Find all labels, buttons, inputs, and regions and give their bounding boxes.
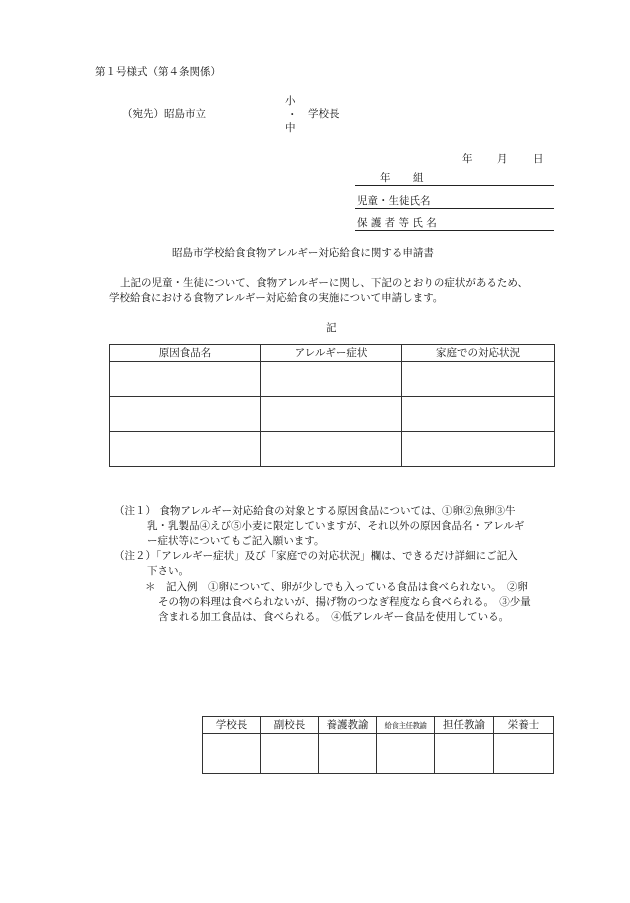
header-principal: 学校長 bbox=[203, 717, 261, 734]
header-symptoms: アレルギー症状 bbox=[261, 345, 402, 362]
school-type-junior-high: 中 bbox=[285, 122, 296, 134]
header-cause-food: 原因食品名 bbox=[110, 345, 261, 362]
symptoms-cell[interactable] bbox=[261, 397, 402, 432]
addressee-prefix: （宛先）昭島市立 bbox=[122, 108, 206, 120]
note-2-line-2: 下さい。 bbox=[147, 565, 189, 577]
note-1-line-1: （注１） 食物アレルギー対応給食の対象とする原因食品については、①卵②魚卵③牛 bbox=[114, 505, 516, 517]
table-row bbox=[110, 397, 555, 432]
date-year: 年 bbox=[462, 153, 473, 165]
guardian-name-line bbox=[355, 230, 554, 231]
staff-table-header bbox=[203, 717, 554, 734]
home-response-cell[interactable] bbox=[402, 397, 555, 432]
symptoms-cell[interactable] bbox=[261, 432, 402, 467]
grade-label: 年 bbox=[380, 172, 391, 184]
header-home-response: 家庭での対応状況 bbox=[402, 345, 555, 362]
header-lunch-chief: 給食主任教諭 bbox=[377, 717, 435, 734]
staff-seal-row bbox=[203, 734, 554, 774]
principal-seal-cell[interactable] bbox=[203, 734, 261, 774]
school-type-separator: ・ bbox=[287, 109, 298, 121]
student-name-label: 児童・生徒氏名 bbox=[357, 195, 431, 207]
guardian-name-label: 保 護 者 等 氏 名 bbox=[357, 217, 437, 229]
cause-food-cell[interactable] bbox=[110, 362, 261, 397]
student-name-line bbox=[355, 208, 554, 209]
class-label: 組 bbox=[413, 172, 424, 184]
school-type-elementary: 小 bbox=[285, 95, 296, 107]
cause-food-cell[interactable] bbox=[110, 432, 261, 467]
example-line-2: その物の料理は食べられないが、揚げ物のつなぎ程度なら食べられる。 ③少量 bbox=[158, 596, 531, 608]
lunch-chief-seal-cell[interactable] bbox=[377, 734, 435, 774]
note-1-line-2: 乳・乳製品④えび⑤小麦に限定していますが、それ以外の原因食品名・アレルギ bbox=[147, 520, 525, 532]
header-school-nurse: 養護教諭 bbox=[319, 717, 377, 734]
header-nutritionist: 栄養士 bbox=[494, 717, 554, 734]
ki-heading: 記 bbox=[326, 322, 337, 334]
cause-food-cell[interactable] bbox=[110, 397, 261, 432]
nutritionist-seal-cell[interactable] bbox=[494, 734, 554, 774]
date-month: 月 bbox=[497, 153, 508, 165]
table-row bbox=[110, 432, 555, 467]
note-2-line-1: （注２）「アレルギー症状」及び「家庭での対応状況」欄は、できるだけ詳細にご記入 bbox=[114, 550, 518, 562]
form-number: 第１号様式（第４条関係） bbox=[95, 66, 221, 78]
example-line-1: ＊ 記入例 ①卵について、卵が少しでも入っている食品は食べられない。 ②卵 bbox=[145, 581, 528, 593]
vice-principal-seal-cell[interactable] bbox=[261, 734, 319, 774]
staff-approval-table bbox=[202, 716, 554, 774]
allergy-table-header bbox=[110, 345, 555, 362]
example-line-3: 含まれる加工食品は、食べられる。 ④低アレルギー食品を使用している。 bbox=[158, 611, 510, 623]
body-line-1: 上記の児童・生徒について、食物アレルギーに関し、下記のとおりの症状があるため、 bbox=[120, 277, 528, 289]
homeroom-teacher-seal-cell[interactable] bbox=[435, 734, 494, 774]
date-day: 日 bbox=[533, 153, 544, 165]
home-response-cell[interactable] bbox=[402, 362, 555, 397]
header-homeroom-teacher: 担任教諭 bbox=[435, 717, 494, 734]
note-1-line-3: ー症状等についてもご記入願います。 bbox=[147, 535, 325, 547]
table-row bbox=[110, 362, 555, 397]
allergy-table bbox=[109, 344, 555, 467]
body-line-2: 学校給食における食物アレルギー対応給食の実施について申請します。 bbox=[109, 292, 444, 304]
grade-class-line bbox=[355, 185, 554, 186]
addressee-suffix: 学校長 bbox=[308, 108, 340, 120]
symptoms-cell[interactable] bbox=[261, 362, 402, 397]
document-title: 昭島市学校給食食物アレルギー対応給食に関する申請書 bbox=[172, 247, 434, 259]
home-response-cell[interactable] bbox=[402, 432, 555, 467]
school-nurse-seal-cell[interactable] bbox=[319, 734, 377, 774]
header-vice-principal: 副校長 bbox=[261, 717, 319, 734]
